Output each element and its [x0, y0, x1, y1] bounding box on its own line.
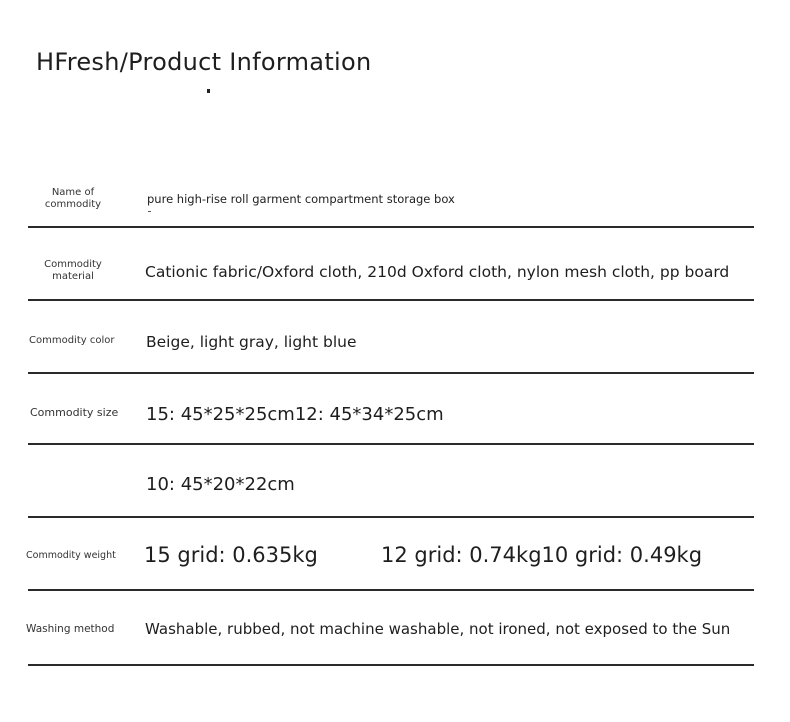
row-value-name: pure high-rise roll garment compartment storage box — [147, 192, 455, 206]
page-title: HFresh/Product Information — [36, 48, 372, 76]
row-label-name: Name of commodity — [44, 187, 102, 210]
row-divider — [28, 299, 754, 301]
row-value-color: Beige, light gray, light blue — [146, 333, 357, 351]
row-divider — [28, 226, 754, 228]
faint-dash — [148, 211, 151, 212]
row-label-material: Commodity material — [44, 259, 102, 282]
row-divider — [28, 664, 754, 666]
row-divider — [28, 589, 754, 591]
row-divider — [28, 516, 754, 518]
row-value-weight-a: 15 grid: 0.635kg — [144, 543, 318, 567]
row-value-size: 15: 45*25*25cm12: 45*34*25cm — [146, 404, 444, 425]
title-tick-mark — [207, 89, 210, 93]
row-value-weight-b: 12 grid: 0.74kg10 grid: 0.49kg — [381, 543, 703, 567]
row-label-weight: Commodity weight — [26, 550, 116, 561]
row-divider — [28, 372, 754, 374]
row-divider — [28, 443, 754, 445]
row-label-color: Commodity color — [29, 335, 115, 346]
row-label-size: Commodity size — [30, 406, 119, 419]
row-label-washing: Washing method — [26, 623, 115, 635]
row-value-material: Cationic fabric/Oxford cloth, 210d Oxford cloth, nylon mesh cloth, pp board — [145, 263, 730, 281]
row-value-washing: Washable, rubbed, not machine washable, not ironed, not exposed to the Sun — [145, 620, 731, 638]
row-value-size-extra: 10: 45*20*22cm — [146, 474, 295, 495]
